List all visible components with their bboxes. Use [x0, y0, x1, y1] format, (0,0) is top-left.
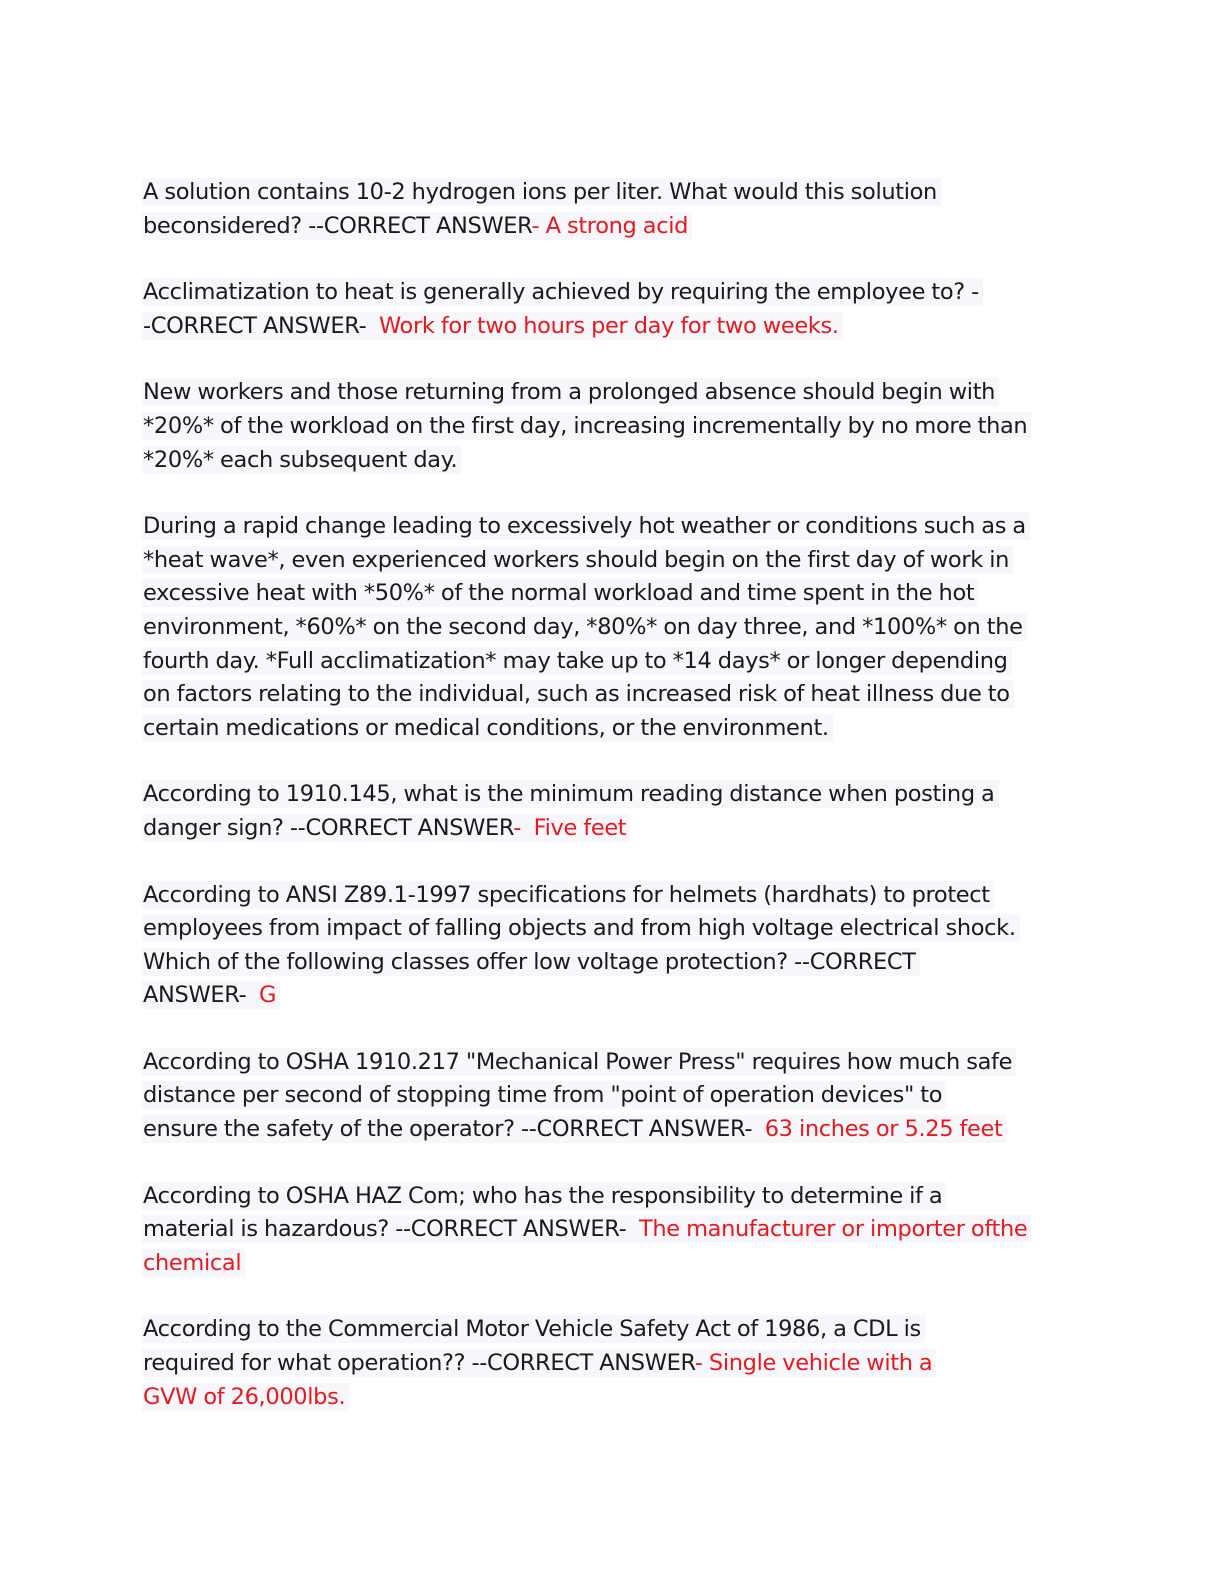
qa-line — [142, 276, 1072, 310]
paragraph-text: certain medications or medical conditions, or the environment. — [143, 714, 829, 741]
qa-line — [142, 712, 1072, 746]
correct-answer-text: GVW of 26,000lbs. — [143, 1383, 346, 1410]
qa-line — [142, 1079, 1072, 1113]
highlight-span — [142, 981, 280, 1009]
highlight-span — [142, 1349, 936, 1377]
correct-answer-text: - A strong acid — [531, 212, 689, 239]
qa-line — [142, 1247, 1072, 1281]
paragraph-text: During a rapid change leading to excessively hot weather or conditions such as a — [143, 513, 1026, 540]
qa-line — [142, 410, 1072, 444]
highlight-span — [142, 546, 1013, 574]
qa-line — [142, 912, 1072, 946]
qa-line — [142, 310, 1072, 344]
highlight-span — [142, 1182, 946, 1210]
question-text: employees from impact of falling objects and from high voltage electrical shock. — [143, 915, 1016, 942]
highlight-span — [142, 446, 461, 474]
highlight-span — [142, 780, 999, 808]
question-text: material is hazardous? --CORRECT ANSWER- — [143, 1216, 639, 1243]
qa-item-3 — [142, 376, 1072, 477]
qa-item-6 — [142, 879, 1072, 1013]
paragraph-text: *20%* each subsequent day. — [143, 446, 458, 473]
highlight-span — [142, 948, 920, 976]
highlight-span — [142, 1048, 1016, 1076]
correct-answer-text: G — [258, 982, 277, 1009]
qa-item-4 — [142, 510, 1072, 745]
highlight-span — [142, 212, 692, 240]
question-text: -CORRECT ANSWER- — [143, 312, 379, 339]
paragraph-text: fourth day. *Full acclimatization* may take up to *14 days* or longer depending — [143, 647, 1008, 674]
highlight-span — [142, 178, 941, 206]
qa-line — [142, 544, 1072, 578]
highlight-span — [142, 613, 1027, 641]
qa-line — [142, 1313, 1072, 1347]
qa-line — [142, 946, 1072, 980]
paragraph-text: on factors relating to the individual, such as increased risk of heat illness due to — [143, 681, 1010, 708]
question-text: Which of the following classes offer low voltage protection? --CORRECT — [143, 948, 916, 975]
document-page — [142, 176, 1072, 1447]
highlight-span — [142, 412, 1031, 440]
paragraph-text: *heat wave*, even experienced workers should begin on the first day of work in — [143, 546, 1010, 573]
highlight-span — [142, 312, 843, 340]
question-text: According to the Commercial Motor Vehicle Safety Act of 1986, a CDL is — [143, 1316, 921, 1343]
question-text: beconsidered? --CORRECT ANSWER — [143, 212, 532, 239]
qa-line — [142, 210, 1072, 244]
qa-line — [142, 1347, 1072, 1381]
highlight-span — [142, 1249, 245, 1277]
qa-line — [142, 979, 1072, 1013]
qa-line — [142, 1046, 1072, 1080]
qa-item-7 — [142, 1046, 1072, 1147]
highlight-span — [142, 1115, 1007, 1143]
qa-line — [142, 812, 1072, 846]
qa-item-9 — [142, 1313, 1072, 1414]
question-text: According to 1910.145, what is the minimum reading distance when posting a — [143, 781, 995, 808]
correct-answer-text: - Five feet — [513, 814, 627, 841]
highlight-span — [142, 1383, 349, 1411]
highlight-span — [142, 512, 1030, 540]
qa-item-1 — [142, 176, 1072, 243]
qa-line — [142, 1113, 1072, 1147]
qa-line — [142, 611, 1072, 645]
correct-answer-text: chemical — [143, 1249, 242, 1276]
question-text: According to OSHA HAZ Com; who has the responsibility to determine if a — [143, 1182, 943, 1209]
highlight-span — [142, 579, 978, 607]
highlight-span — [142, 1081, 946, 1109]
qa-item-5 — [142, 778, 1072, 845]
question-text: ANSWER- — [143, 982, 259, 1009]
qa-item-2 — [142, 276, 1072, 343]
qa-line — [142, 176, 1072, 210]
highlight-span — [142, 1315, 925, 1343]
question-text: According to OSHA 1910.217 "Mechanical Power Press" requires how much safe — [143, 1048, 1013, 1075]
qa-line — [142, 678, 1072, 712]
highlight-span — [142, 714, 833, 742]
question-text: ensure the safety of the operator? --CORRECT ANSWER- — [143, 1116, 765, 1143]
highlight-span — [142, 914, 1020, 942]
paragraph-text: *20%* of the workload on the first day, increasing incrementally by no more than — [143, 412, 1028, 439]
qa-line — [142, 1381, 1072, 1415]
qa-item-8 — [142, 1180, 1072, 1281]
highlight-span — [142, 881, 994, 909]
highlight-span — [142, 814, 630, 842]
question-text: distance per second of stopping time from "point of operation devices" to — [143, 1082, 943, 1109]
paragraph-text: environment, *60%* on the second day, *80%* on day three, and *100%* on the — [143, 613, 1023, 640]
qa-line — [142, 577, 1072, 611]
question-text: required for what operation?? --CORRECT ANSWER — [143, 1350, 695, 1377]
qa-line — [142, 879, 1072, 913]
correct-answer-text: Work for two hours per day for two weeks. — [378, 312, 839, 339]
highlight-span — [142, 647, 1012, 675]
correct-answer-text: The manufacturer or importer ofthe — [638, 1216, 1028, 1243]
qa-line — [142, 645, 1072, 679]
highlight-span — [142, 278, 983, 306]
qa-line — [142, 444, 1072, 478]
question-text: According to ANSI Z89.1-1997 specifications for helmets (hardhats) to protect — [143, 881, 990, 908]
correct-answer-text: 63 inches or 5.25 feet — [764, 1116, 1003, 1143]
question-text: A solution contains 10-2 hydrogen ions per liter. What would this solution — [143, 179, 937, 205]
highlight-span — [142, 378, 999, 406]
qa-line — [142, 1213, 1072, 1247]
qa-line — [142, 510, 1072, 544]
paragraph-text: New workers and those returning from a prolonged absence should begin with — [143, 379, 996, 406]
correct-answer-text: - Single vehicle with a — [694, 1350, 933, 1377]
qa-line — [142, 1180, 1072, 1214]
highlight-span — [142, 1215, 1031, 1243]
question-text: Acclimatization to heat is generally achieved by requiring the employee to? - — [143, 279, 979, 306]
highlight-span — [142, 680, 1014, 708]
qa-line — [142, 778, 1072, 812]
paragraph-text: excessive heat with *50%* of the normal workload and time spent in the hot — [143, 580, 975, 607]
qa-line — [142, 376, 1072, 410]
question-text: danger sign? --CORRECT ANSWER — [143, 814, 514, 841]
